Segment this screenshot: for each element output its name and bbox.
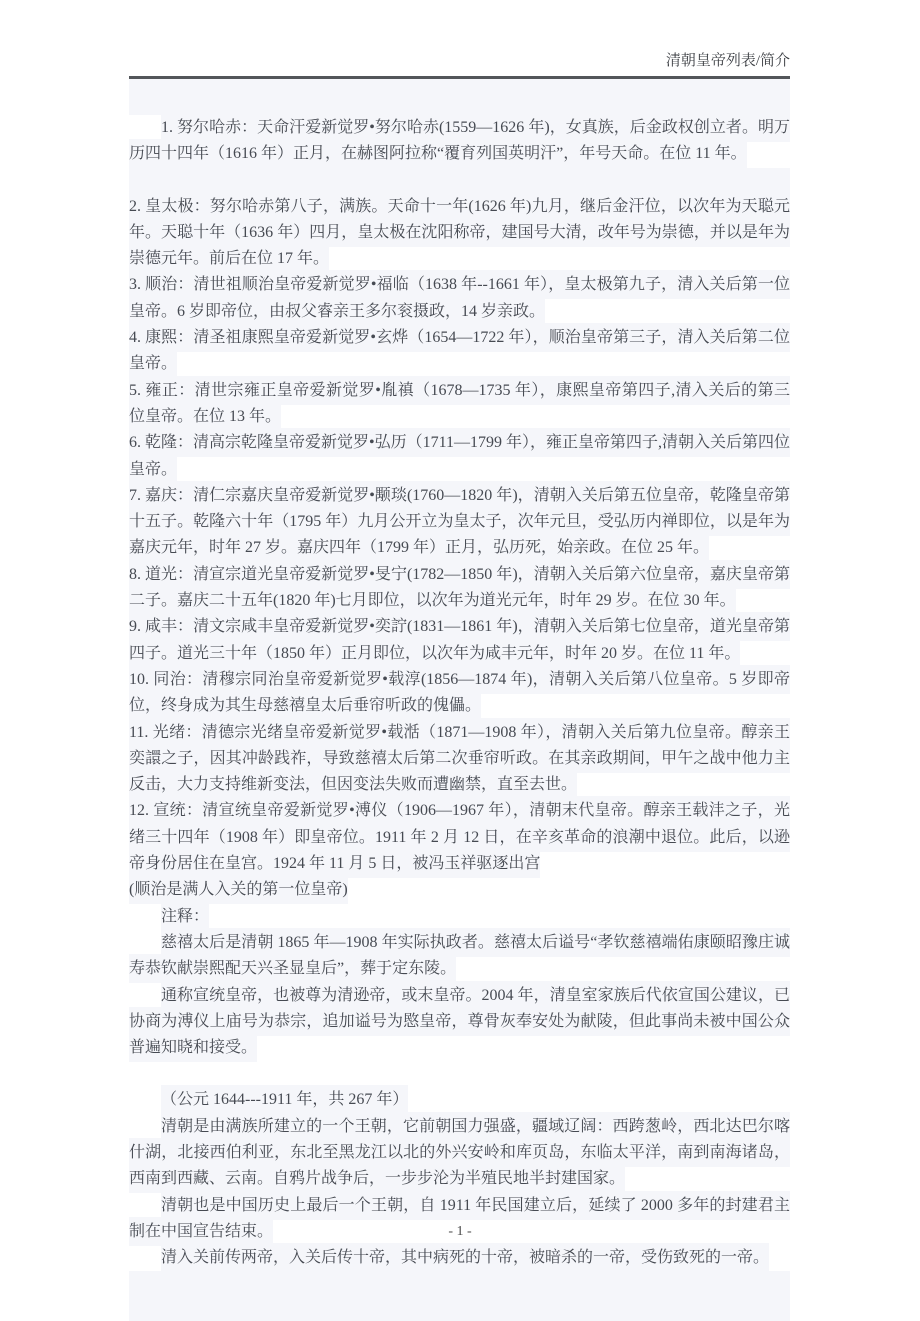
overview-territory: 清朝是由满族所建立的一个王朝，它前朝国力强盛，疆域辽阔：西跨葱岭，西北达巴尔喀什湖，北接西伯利亚，东北至黑龙江以北的外兴安岭和库页岛，东临太平洋，南到南海诸岛，西南到西藏、云南。自鸦片战争后，一步步沦为半殖民地半封建国家。 [129,1114,790,1193]
emperor-item-8: 8. 道光：清宣宗道光皇帝爱新觉罗•旻宁(1782—1850 年)，清朝入关后第六位皇帝，嘉庆皇帝第二子。嘉庆二十五年(1820 年)七月即位，以次年为道光元年，时年 29 岁。在位 30 年。 [129,562,790,615]
note-puyi: 通称宣统皇帝，也被尊为清逊帝，或末皇帝。2004 年，清皇室家族后代依宣国公建议，已协商为溥仪上庙号为恭宗，追加谥号为愍皇帝，尊骨灰奉安处为献陵，但此事尚未被中国公众普遍知晓和接受。 [129,983,790,1062]
shunzhi-note: (顺治是满人入关的第一位皇帝) [129,877,790,903]
overview-emperor-count: 清入关前传两帝，入关后传十帝，其中病死的十帝，被暗杀的一帝，受伤致死的一帝。 [129,1245,790,1271]
page-number: - 1 - [448,1224,472,1239]
overview-last-dynasty: 清朝也是中国历史上最后一个王朝，自 1911 年民国建立后，延续了 2000 多年的封建君主制在中国宣告结束。 [129,1193,790,1246]
emperor-item-12: 12. 宣统：清宣统皇帝爱新觉罗•溥仪（1906—1967 年），清朝末代皇帝。醇亲王载沣之子，光绪三十四年（1908 年）即皇帝位。1911 年 2 月 12 日，在辛亥革命的浪潮中退位。此后，以逊帝身份居住在皇宫。1924 年 11 月 5 日，被冯玉祥驱逐出宫 [129,798,790,877]
highlight-spacer-top [129,79,790,115]
document-body [129,79,790,1321]
emperor-item-3: 3. 顺治：清世祖顺治皇帝爱新觉罗•福临（1638 年--1661 年），皇太极第九子，清入关后第一位皇帝。6 岁即帝位，由叔父睿亲王多尔衮摄政，14 岁亲政。 [129,272,790,325]
note-cixi: 慈禧太后是清朝 1865 年—1908 年实际执政者。慈禧太后谥号“孝钦慈禧端佑康颐昭豫庄诚寿恭钦献崇熙配天兴圣显皇后”，葬于定东陵。 [129,930,790,983]
highlight-spacer-mid [129,168,790,194]
emperor-item-10: 10. 同治：清穆宗同治皇帝爱新觉罗•载淳(1856—1874 年)，清朝入关后第八位皇帝。5 岁即帝位，终身成为其生母慈禧皇太后垂帘听政的傀儡。 [129,667,790,720]
emperor-item-1: 1. 努尔哈赤：天命汗爱新觉罗•努尔哈赤(1559—1626 年)，女真族，后金政权创立者。明万历四十四年（1616 年）正月，在赫图阿拉称“覆育列国英明汗”，年号天命。在位 11 年。 [129,115,790,168]
header-title: 清朝皇帝列表/简介 [665,53,790,69]
emperor-item-7: 7. 嘉庆：清仁宗嘉庆皇帝爱新觉罗•颙琰(1760—1820 年)，清朝入关后第五位皇帝，乾隆皇帝第十五子。乾隆六十年（1795 年）九月公开立为皇太子，次年元旦，受弘历内禅即位，以是年为嘉庆元年，时年 27 岁。嘉庆四年（1799 年）正月，弘历死，始亲政。在位 25 年。 [129,483,790,562]
era-span: （公元 1644---1911 年，共 267 年） [129,1087,790,1113]
notes-label: 注释： [129,904,790,930]
emperor-item-9: 9. 咸丰：清文宗咸丰皇帝爱新觉罗•奕詝(1831—1861 年)，清朝入关后第七位皇帝，道光皇帝第四子。道光三十年（1850 年）正月即位，以次年为咸丰元年，时年 20 岁。在位 11 年。 [129,614,790,667]
highlight-spacer-bottom [129,1271,790,1321]
page-header [129,50,790,79]
emperor-item-2: 2. 皇太极：努尔哈赤第八子，满族。天命十一年(1626 年)九月，继后金汗位，以次年为天聪元年。天聪十年（1636 年）四月，皇太极在沈阳称帝，建国号大清，改年号为崇德，并以是年为崇德元年。前后在位 17 年。 [129,194,790,273]
emperor-item-4: 4. 康熙：清圣祖康熙皇帝爱新觉罗•玄烨（1654—1722 年），顺治皇帝第三子，清入关后第二位皇帝。 [129,325,790,378]
emperor-item-6: 6. 乾隆：清高宗乾隆皇帝爱新觉罗•弘历（1711—1799 年），雍正皇帝第四子,清朝入关后第四位皇帝。 [129,430,790,483]
page-footer [0,1224,920,1240]
emperor-item-5: 5. 雍正：清世宗雍正皇帝爱新觉罗•胤禛（1678—1735 年），康熙皇帝第四子,清入关后的第三位皇帝。在位 13 年。 [129,378,790,431]
emperor-item-11: 11. 光绪：清德宗光绪皇帝爱新觉罗•载湉（1871—1908 年），清朝入关后第九位皇帝。醇亲王奕譞之子，因其冲龄践祚，导致慈禧太后第二次垂帘听政。在其亲政期间，甲午之战中他力主反击，大力支持维新变法，但因变法失败而遭幽禁，直至去世。 [129,720,790,799]
